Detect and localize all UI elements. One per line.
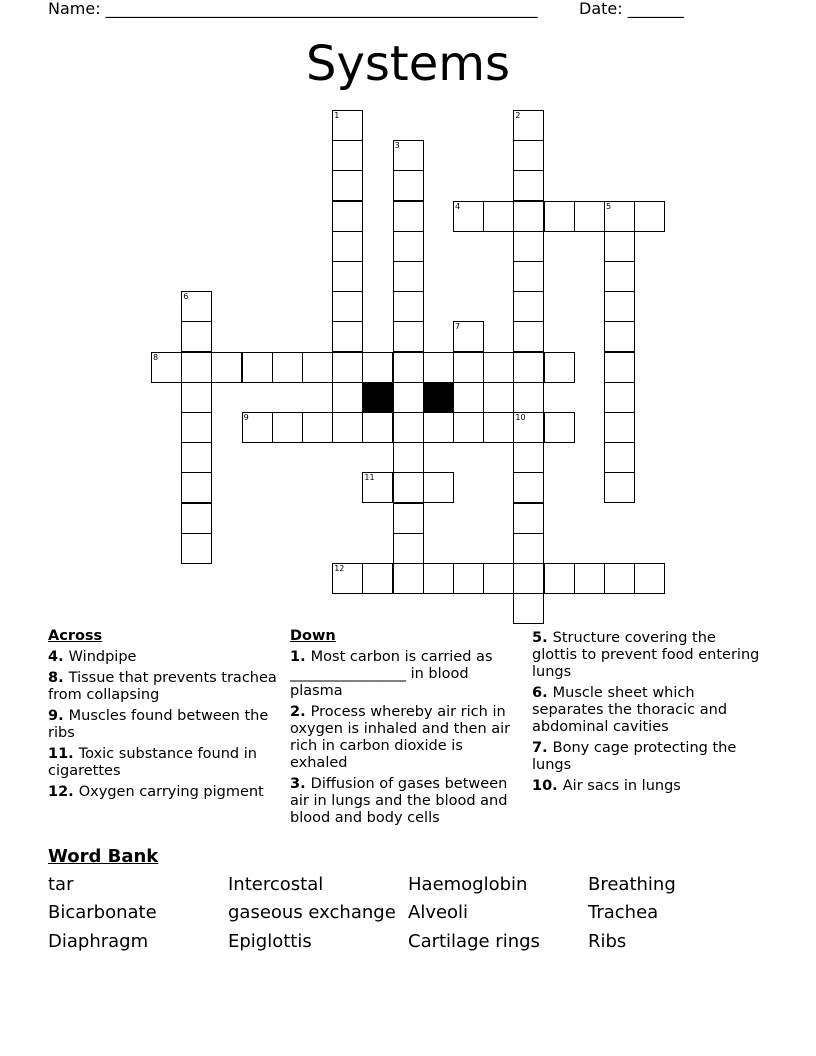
clue-item-text: Process whereby air rich in oxygen is inhaled and then air rich in carbon dioxide is exhaled bbox=[290, 704, 511, 771]
crossword-cell[interactable] bbox=[362, 412, 393, 443]
crossword-cell[interactable] bbox=[423, 472, 454, 503]
across-clue-list bbox=[48, 649, 280, 801]
clue-number: 11 bbox=[364, 473, 375, 483]
crossword-cell[interactable] bbox=[362, 352, 393, 383]
crossword-cell[interactable] bbox=[634, 563, 665, 594]
crossword-cell[interactable] bbox=[332, 140, 363, 171]
crossword-cell[interactable] bbox=[453, 382, 484, 413]
clue-item-text: Bony cage protecting the lungs bbox=[532, 740, 737, 773]
clue-item-number: 10. bbox=[532, 778, 563, 794]
clue-item bbox=[532, 685, 764, 736]
crossword-cell[interactable] bbox=[393, 291, 424, 322]
crossword-cell[interactable] bbox=[332, 170, 363, 201]
crossword-cell[interactable] bbox=[513, 503, 544, 534]
clue-item-text: Air sacs in lungs bbox=[562, 778, 681, 794]
word-bank-item: Haemoglobin bbox=[408, 874, 528, 895]
clue-number: 8 bbox=[153, 352, 159, 362]
black-cell bbox=[362, 382, 393, 413]
crossword-cell[interactable] bbox=[513, 291, 544, 322]
down-clues bbox=[290, 628, 522, 831]
crossword-cell[interactable] bbox=[453, 352, 484, 383]
clue-number: 1 bbox=[334, 111, 340, 120]
crossword-cell[interactable] bbox=[332, 412, 363, 443]
crossword-cell[interactable] bbox=[362, 563, 393, 594]
crossword-cell[interactable] bbox=[242, 412, 273, 443]
crossword-cell[interactable] bbox=[423, 412, 454, 443]
crossword-cell[interactable] bbox=[393, 503, 424, 534]
page-title: Systems bbox=[306, 36, 510, 92]
crossword-cell[interactable] bbox=[513, 382, 544, 413]
crossword-cell[interactable] bbox=[574, 563, 605, 594]
crossword-cell[interactable] bbox=[393, 412, 424, 443]
crossword-cell[interactable] bbox=[393, 201, 424, 232]
crossword-cell[interactable] bbox=[513, 442, 544, 473]
clue-number: 10 bbox=[515, 413, 526, 422]
crossword-cell[interactable] bbox=[181, 352, 212, 383]
clue-item-number: 12. bbox=[48, 784, 79, 800]
crossword-cell[interactable] bbox=[453, 321, 484, 352]
crossword-cell[interactable] bbox=[332, 231, 363, 262]
clue-number: 4 bbox=[455, 201, 461, 211]
name-field-label: Name: ______________________________________________________ bbox=[48, 0, 538, 18]
crossword-cell[interactable] bbox=[544, 201, 575, 232]
clue-item-text: Muscle sheet which separates the thoracic and abdominal cavities bbox=[532, 685, 728, 735]
crossword-cell[interactable] bbox=[634, 201, 665, 232]
clue-item-number: 2. bbox=[290, 704, 311, 720]
crossword-cell[interactable] bbox=[332, 201, 363, 232]
clue-item-text: Tissue that prevents trachea from collapsing bbox=[48, 670, 277, 703]
crossword-cell[interactable] bbox=[332, 110, 363, 141]
crossword-cell[interactable] bbox=[513, 261, 544, 292]
crossword-cell[interactable] bbox=[604, 291, 635, 322]
crossword-cell[interactable] bbox=[513, 110, 544, 141]
crossword-cell[interactable] bbox=[181, 321, 212, 352]
crossword-cell[interactable] bbox=[393, 261, 424, 292]
crossword-cell[interactable] bbox=[362, 472, 393, 503]
crossword-cell[interactable] bbox=[513, 170, 544, 201]
crossword-cell[interactable] bbox=[332, 352, 363, 383]
crossword-cell[interactable] bbox=[302, 412, 333, 443]
crossword-cell[interactable] bbox=[604, 201, 635, 232]
clue-item-text: Oxygen carrying pigment bbox=[78, 784, 264, 800]
crossword-cell[interactable] bbox=[181, 503, 212, 534]
across-heading: Across bbox=[48, 628, 103, 644]
clue-item bbox=[532, 630, 764, 681]
crossword-cell[interactable] bbox=[393, 170, 424, 201]
down-clue-list bbox=[290, 649, 522, 827]
crossword-cell[interactable] bbox=[604, 412, 635, 443]
crossword-cell[interactable] bbox=[393, 231, 424, 262]
crossword-cell[interactable] bbox=[393, 472, 424, 503]
word-bank-item: Epiglottis bbox=[228, 931, 312, 952]
crossword-cell[interactable] bbox=[513, 563, 544, 594]
crossword-cell[interactable] bbox=[604, 442, 635, 473]
date-field-label: Date: _______ bbox=[579, 0, 684, 18]
clue-item bbox=[48, 784, 280, 801]
crossword-cell[interactable] bbox=[513, 533, 544, 564]
crossword-cell[interactable] bbox=[513, 231, 544, 262]
clue-number: 7 bbox=[455, 322, 461, 332]
down-clue-list-continued bbox=[532, 630, 764, 795]
clue-item bbox=[532, 740, 764, 774]
crossword-cell[interactable] bbox=[332, 321, 363, 352]
clue-item-text: Diffusion of gases between air in lungs and the blood and blood and body cells bbox=[290, 776, 508, 826]
clue-item-text: Toxic substance found in cigarettes bbox=[48, 746, 257, 779]
clue-item-text: Structure covering the glottis to prevent food entering lungs bbox=[532, 630, 760, 680]
clue-item bbox=[48, 746, 280, 780]
clue-item-text: Windpipe bbox=[68, 649, 137, 665]
crossword-cell[interactable] bbox=[453, 563, 484, 594]
word-bank-item: Breathing bbox=[588, 874, 676, 895]
clue-item-number: 5. bbox=[532, 630, 553, 646]
clue-item-number: 4. bbox=[48, 649, 69, 665]
crossword-cell[interactable] bbox=[453, 201, 484, 232]
crossword-cell[interactable] bbox=[393, 140, 424, 171]
clue-item-text: Most carbon is carried as ________________ in blood plasma bbox=[290, 649, 493, 699]
crossword-cell[interactable] bbox=[513, 201, 544, 232]
crossword-cell[interactable] bbox=[393, 352, 424, 383]
crossword-cell[interactable] bbox=[302, 352, 333, 383]
crossword-cell[interactable] bbox=[604, 563, 635, 594]
crossword-cell[interactable] bbox=[483, 352, 514, 383]
crossword-cell[interactable] bbox=[483, 201, 514, 232]
clue-item bbox=[48, 670, 280, 704]
crossword-cell[interactable] bbox=[423, 563, 454, 594]
word-bank-item: Diaphragm bbox=[48, 931, 149, 952]
clue-item bbox=[532, 778, 764, 795]
crossword-cell[interactable] bbox=[332, 563, 363, 594]
crossword-cell[interactable] bbox=[513, 140, 544, 171]
crossword-cell[interactable] bbox=[181, 412, 212, 443]
clue-item bbox=[290, 776, 522, 827]
crossword-cell[interactable] bbox=[181, 442, 212, 473]
crossword-cell[interactable] bbox=[604, 231, 635, 262]
crossword-cell[interactable] bbox=[513, 593, 544, 624]
crossword-cell[interactable] bbox=[393, 382, 424, 413]
clue-item-number: 7. bbox=[532, 740, 553, 756]
crossword-cell[interactable] bbox=[151, 352, 182, 383]
clue-item bbox=[290, 704, 522, 772]
crossword-cell[interactable] bbox=[332, 291, 363, 322]
crossword-cell[interactable] bbox=[272, 412, 303, 443]
clue-item bbox=[48, 649, 280, 666]
crossword-cell[interactable] bbox=[393, 442, 424, 473]
word-bank-item: tar bbox=[48, 874, 74, 895]
crossword-cell[interactable] bbox=[513, 352, 544, 383]
word-bank-item: Ribs bbox=[588, 931, 627, 952]
clue-item bbox=[48, 708, 280, 742]
word-bank-item: Intercostal bbox=[228, 874, 324, 895]
crossword-cell[interactable] bbox=[332, 261, 363, 292]
crossword-cell[interactable] bbox=[544, 412, 575, 443]
word-bank-item: gaseous exchange bbox=[228, 902, 396, 923]
clue-item-number: 8. bbox=[48, 670, 69, 686]
word-bank-item: Trachea bbox=[588, 902, 659, 923]
crossword-cell[interactable] bbox=[604, 472, 635, 503]
clue-item-number: 11. bbox=[48, 746, 79, 762]
clue-number: 6 bbox=[183, 292, 189, 302]
crossword-cell[interactable] bbox=[604, 352, 635, 383]
crossword-cell[interactable] bbox=[483, 412, 514, 443]
clue-item-number: 3. bbox=[290, 776, 311, 792]
crossword-cell[interactable] bbox=[604, 261, 635, 292]
crossword-cell[interactable] bbox=[181, 472, 212, 503]
across-clues bbox=[48, 628, 280, 805]
clue-item bbox=[290, 649, 522, 700]
crossword-cell[interactable] bbox=[513, 321, 544, 352]
crossword-cell[interactable] bbox=[513, 412, 544, 443]
down-clues-continued bbox=[532, 630, 764, 799]
crossword-cell[interactable] bbox=[393, 563, 424, 594]
clue-item-number: 1. bbox=[290, 649, 311, 665]
crossword-cell[interactable] bbox=[181, 382, 212, 413]
crossword-cell[interactable] bbox=[544, 352, 575, 383]
clue-number: 9 bbox=[243, 413, 249, 422]
word-bank-item: Cartilage rings bbox=[408, 931, 540, 952]
crossword-cell[interactable] bbox=[332, 382, 363, 413]
black-cell bbox=[423, 382, 454, 413]
crossword-cell[interactable] bbox=[242, 352, 273, 383]
crossword-cell[interactable] bbox=[483, 563, 514, 594]
crossword-cell[interactable] bbox=[211, 352, 242, 383]
crossword-cell[interactable] bbox=[423, 352, 454, 383]
clue-number: 5 bbox=[606, 201, 612, 211]
crossword-cell[interactable] bbox=[181, 533, 212, 564]
clue-item-number: 6. bbox=[532, 685, 553, 701]
word-bank-heading: Word Bank bbox=[48, 846, 159, 867]
crossword-cell[interactable] bbox=[181, 291, 212, 322]
crossword-cell[interactable] bbox=[513, 472, 544, 503]
crossword-cell[interactable] bbox=[604, 321, 635, 352]
clue-item-text: Muscles found between the ribs bbox=[48, 708, 269, 741]
clue-number: 3 bbox=[394, 141, 400, 151]
word-bank-item: Bicarbonate bbox=[48, 902, 157, 923]
crossword-cell[interactable] bbox=[453, 412, 484, 443]
crossword-cell[interactable] bbox=[393, 533, 424, 564]
clue-number: 2 bbox=[515, 111, 521, 120]
clue-number: 12 bbox=[334, 564, 345, 573]
clue-item-number: 9. bbox=[48, 708, 69, 724]
crossword-cell[interactable] bbox=[393, 321, 424, 352]
down-heading: Down bbox=[290, 628, 336, 644]
crossword-cell[interactable] bbox=[604, 382, 635, 413]
word-bank-item: Alveoli bbox=[408, 902, 469, 923]
crossword-cell[interactable] bbox=[574, 201, 605, 232]
crossword-cell[interactable] bbox=[544, 563, 575, 594]
crossword-cell[interactable] bbox=[272, 352, 303, 383]
